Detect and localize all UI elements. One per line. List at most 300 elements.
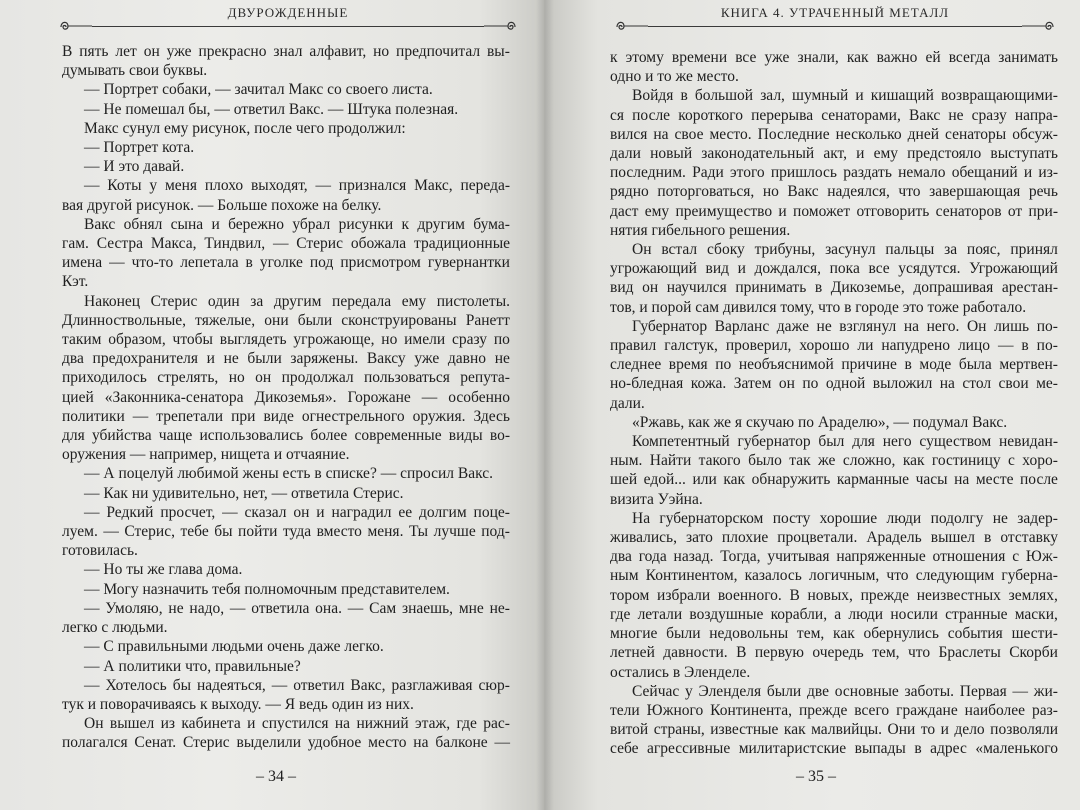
text-word: наиболее (964, 701, 1026, 719)
text-word: стрелять, (157, 369, 219, 387)
text-word: кабинета (181, 715, 241, 733)
text-word: меня (164, 177, 198, 195)
text-word: по (715, 356, 732, 374)
text-word: из- (1038, 164, 1058, 182)
text-word: люди (886, 509, 922, 527)
text-word: — (84, 177, 100, 195)
text-word: предохранителя (92, 350, 198, 368)
text-word: Стерис (296, 235, 343, 253)
text-word: ему (873, 145, 899, 163)
text-word: были (766, 682, 802, 700)
text-word: присмотром (340, 254, 421, 272)
text-word: выпады (854, 740, 906, 758)
text-word: многие (610, 625, 658, 643)
text-word: он (255, 369, 272, 387)
text-word: но (381, 331, 398, 349)
text-word: под- (481, 523, 510, 541)
text-word: давно (447, 350, 487, 368)
text-word: акт, (823, 145, 848, 163)
text-word: — (84, 503, 100, 521)
text-word: знаешь, (401, 599, 454, 617)
text-word: выделили (236, 734, 302, 752)
text-word: и (316, 503, 325, 521)
text-word: Варланс (714, 317, 770, 335)
text-word: Вакс, (350, 676, 386, 694)
text-word: этаж, (415, 715, 451, 733)
text-word: он (293, 503, 310, 521)
text-word: рисунки (338, 215, 394, 233)
text-word: свое (674, 125, 704, 143)
text-word: Вакс (908, 106, 941, 124)
text-word: трибуны, (754, 241, 816, 259)
text-word: пояс, (966, 241, 1001, 259)
text-word: зато (686, 529, 713, 547)
text-word: — (271, 676, 288, 694)
text-word: он (642, 279, 659, 297)
text-word: было (748, 452, 782, 470)
text-word: учитывая (767, 548, 830, 566)
text-word: Ранетт (465, 311, 510, 329)
right-page (544, 0, 1080, 810)
text-word: пока (829, 260, 860, 278)
text-word: переда- (460, 177, 510, 195)
text-word: Вакс (787, 183, 819, 201)
text-word: Эленделя (698, 682, 762, 700)
text-line (62, 349, 510, 368)
text-word: Браслеты (938, 644, 1001, 662)
text-word: этого (729, 164, 765, 182)
text-word: при (231, 407, 256, 425)
left-page-text (62, 42, 510, 753)
text-word: вы- (486, 43, 510, 60)
text-word: недовольны (709, 625, 789, 643)
text-word: невидан- (998, 433, 1058, 451)
text-line (610, 278, 1058, 297)
text-word: в (680, 87, 688, 105)
text-line (610, 701, 1058, 720)
text-word: же (818, 452, 836, 470)
text-word: уже (414, 350, 440, 368)
text-word: страны, (653, 721, 705, 739)
text-line: остались в Эленделе. (610, 663, 751, 681)
text-word: такого (698, 452, 741, 470)
text-word: Сенат. (134, 734, 177, 752)
text-word: она. (315, 599, 342, 617)
text-word: под (309, 254, 334, 272)
text-word: землях, (1008, 586, 1058, 604)
text-word: ему (401, 292, 427, 310)
text-word: несколько (835, 125, 902, 143)
text-word: дней (907, 125, 939, 143)
text-word: но (228, 369, 245, 387)
text-word: сенаторы (945, 125, 1007, 143)
text-word: в (1021, 337, 1029, 355)
right-page-text (610, 48, 1058, 759)
text-word: Сам (369, 599, 397, 617)
text-line (610, 643, 1058, 662)
text-word: на (903, 317, 920, 335)
text-line (62, 503, 510, 522)
text-line: одно и то же место. (610, 68, 739, 86)
text-word: убийства (91, 427, 152, 445)
text-word: где (610, 605, 631, 623)
text-word: сбоку (706, 241, 745, 259)
text-line (610, 586, 1058, 605)
text-word: витой (610, 721, 649, 739)
text-word: и (737, 260, 746, 278)
text-word: передала (332, 292, 392, 310)
text-word: он (778, 375, 795, 393)
text-word: и (247, 715, 256, 733)
text-word: обнаружить (751, 471, 831, 489)
text-word: сложно, (842, 452, 896, 470)
text-line (610, 355, 1058, 374)
text-word: кишащий (870, 87, 934, 105)
text-word: меня. (367, 523, 404, 541)
text-word: надеялся, (827, 183, 890, 201)
text-line (610, 528, 1058, 547)
text-word: себе (610, 740, 639, 758)
text-word: В (736, 644, 747, 662)
text-word: — (347, 599, 364, 617)
text-word: и (856, 145, 865, 163)
text-word: и (206, 350, 215, 368)
text-word: к (401, 215, 410, 233)
text-word: бума- (473, 215, 510, 233)
text-word: выглядеть (219, 331, 287, 349)
text-word: лицо (957, 337, 991, 355)
text-word: правил (610, 337, 657, 355)
text-word: не (494, 350, 510, 368)
left-page-number: – 34 – (256, 768, 296, 785)
text-word: засунул (825, 241, 876, 259)
text-word: лишь (994, 317, 1030, 335)
text-line (62, 388, 510, 407)
text-line: визита Уэйна. (610, 490, 703, 508)
left-running-head (58, 2, 518, 38)
text-line (62, 42, 510, 61)
text-word: отставку (1000, 529, 1058, 547)
text-word: зал, (760, 87, 785, 105)
text-word: малвийцы. (811, 721, 883, 739)
text-word: Скорби (1009, 644, 1058, 662)
text-word: отношения (932, 548, 1006, 566)
text-word: в (245, 254, 253, 272)
text-word: новых, (807, 586, 853, 604)
text-word: пистолеты. (436, 292, 510, 310)
text-word: признался (338, 177, 407, 195)
text-word: новый (650, 145, 693, 163)
text-word: сконструированы (341, 311, 457, 329)
text-line: тук и поворачиваясь к выходу. — Я ведь один из них. (62, 695, 414, 713)
right-running-head (614, 2, 1056, 38)
text-word: Континента, (710, 701, 793, 719)
text-word: Ты (408, 523, 429, 541)
text-word: обернулись (863, 625, 939, 643)
text-word: — (84, 676, 100, 694)
text-word: образом, (108, 331, 166, 349)
text-word: возвращающими- (941, 87, 1058, 105)
text-word: воздушные (689, 605, 764, 623)
text-word: Ради (692, 164, 724, 182)
text-word: задер- (1017, 509, 1058, 527)
text-word: Здесь (473, 407, 510, 425)
text-word: Юж- (1025, 548, 1058, 566)
text-word: моде (919, 356, 952, 374)
text-word: научился (666, 279, 727, 297)
text-line (62, 330, 510, 349)
text-line (610, 317, 1058, 336)
text-word: шести- (1011, 625, 1058, 643)
left-running-head-title: ДВУРОЖДЕННЫЕ (227, 5, 349, 20)
text-word: неизвестных (916, 586, 1001, 604)
text-word: В (62, 43, 73, 60)
text-line: — Не помешал бы, — ответил Вакс. — Штука полезная. (84, 100, 459, 118)
text-word: ся (610, 106, 625, 124)
text-word: выходят, (250, 177, 308, 195)
text-line (610, 624, 1058, 643)
text-word: бы (214, 523, 233, 541)
text-word: него (882, 433, 912, 451)
text-word: имели (404, 331, 446, 349)
text-word: прежде (860, 586, 910, 604)
text-word: ответил (293, 676, 345, 694)
text-word: события (947, 625, 1003, 643)
text-word: и (855, 87, 864, 105)
text-word: место. (709, 125, 752, 143)
text-word: «маленького (975, 740, 1058, 758)
text-word: виды (448, 427, 483, 445)
text-word: следнее (610, 356, 662, 374)
text-word: после (1020, 471, 1058, 489)
text-word: раз- (1031, 701, 1058, 719)
text-word: как (833, 625, 855, 643)
text-word: сына (170, 215, 204, 233)
text-word: ме- (1036, 375, 1058, 393)
text-word: за (944, 241, 958, 259)
text-word: долгим (419, 503, 467, 521)
text-word: короткого (678, 106, 743, 124)
text-word: Длинноствольные, (62, 311, 187, 329)
text-word: живались, (610, 529, 677, 547)
text-word: с (1008, 452, 1015, 470)
text-word: один (207, 292, 240, 310)
text-word: — (109, 254, 125, 272)
text-word: летали (637, 605, 683, 623)
text-line (610, 682, 1058, 701)
text-word: как (723, 471, 746, 489)
text-word: лет (115, 43, 137, 60)
text-line: — А политики что, правильные? (84, 657, 301, 675)
right-running-head-title: КНИГА 4. УТРАЧЕННЫЙ МЕТАЛЛ (720, 5, 950, 20)
text-line (610, 374, 1058, 393)
text-word: Сейчас (632, 682, 680, 700)
text-word: — (315, 177, 331, 195)
text-word: свои (998, 375, 1029, 393)
text-word: два (610, 548, 632, 566)
text-word: сразу (451, 331, 488, 349)
text-line (62, 714, 510, 733)
text-line (610, 240, 1058, 259)
text-word: стол (962, 375, 992, 393)
text-word: напряженные (836, 548, 926, 566)
text-word: тяжелые, (195, 311, 256, 329)
text-word: все (735, 49, 757, 66)
text-word: Сестра (96, 235, 144, 253)
text-line (62, 522, 510, 541)
text-word: На (632, 509, 651, 527)
text-word: Стерис, (124, 523, 175, 541)
text-word: сюр- (478, 676, 510, 694)
text-word: — (494, 734, 510, 752)
text-word: оружия. (412, 407, 466, 425)
text-word: сказал (244, 503, 287, 521)
text-word: как (846, 49, 869, 66)
text-word: чтобы (172, 331, 213, 349)
text-word: не- (489, 599, 510, 617)
text-word: и (1023, 164, 1033, 182)
text-line (610, 566, 1058, 585)
text-word: следующим (915, 567, 995, 585)
text-word: носили (890, 605, 938, 623)
right-head-rule (648, 26, 1022, 27)
text-word: даже (776, 317, 809, 335)
text-word: туда (282, 523, 312, 541)
text-word: плохие (721, 529, 769, 547)
text-word: уже (764, 49, 790, 66)
text-word: прежде (798, 701, 848, 719)
text-word: существом (919, 433, 992, 451)
text-word: кожа. (690, 375, 727, 393)
text-word: у (149, 177, 158, 195)
text-word: то (920, 721, 936, 739)
text-word: хорошие (819, 509, 878, 527)
text-word: ее (398, 503, 413, 521)
text-word: рас- (483, 715, 510, 733)
text-word: первую (754, 644, 804, 662)
text-word: лепетала (180, 254, 239, 272)
text-word: разглаживая (391, 676, 473, 694)
text-word: он (143, 43, 160, 60)
text-line: вая другой рисунок. — Больше похоже на белку. (62, 196, 382, 214)
text-word: — (222, 503, 238, 521)
text-word: дело (954, 721, 985, 739)
text-word: — (421, 388, 438, 406)
text-line: Кэт. (62, 273, 89, 291)
text-word: допрашивая (913, 279, 994, 297)
text-word: хоро- (1022, 452, 1058, 470)
text-word: корабли, (770, 605, 828, 623)
text-word: использовались (199, 427, 304, 445)
text-word: или (692, 471, 717, 489)
text-word: знали, (797, 49, 839, 66)
text-word: в (914, 740, 922, 758)
text-line: легко с людьми. (62, 619, 168, 637)
left-head-rule (92, 26, 484, 27)
text-word: виде (263, 407, 294, 425)
text-word: при- (1028, 202, 1058, 220)
text-word: обнял (123, 215, 163, 233)
text-word: — (272, 235, 289, 253)
text-word: из (160, 715, 175, 733)
text-word: Горожане (347, 388, 411, 406)
text-word: таким (62, 331, 102, 349)
text-word: года (638, 548, 667, 566)
text-word: военного. (717, 586, 782, 604)
text-word: Хотелось (105, 676, 167, 694)
text-word: летней (610, 644, 655, 662)
text-line (610, 509, 1058, 528)
text-word: тем, (796, 625, 825, 643)
text-word: основные (834, 682, 899, 700)
text-line (610, 470, 1058, 489)
text-word: Затем (733, 375, 772, 393)
text-word: не (948, 106, 964, 124)
text-word: что (898, 183, 921, 201)
text-word: по- (1036, 337, 1058, 355)
text-word: был (818, 433, 845, 451)
text-word: даст (610, 202, 639, 220)
text-line: — Портрет кота. (84, 139, 195, 157)
text-word: посту (772, 509, 811, 527)
text-word: убрал (292, 215, 331, 233)
text-word: все (868, 260, 890, 278)
text-word: с (1012, 548, 1020, 566)
text-word: не (168, 599, 184, 617)
text-word: раздать (843, 164, 892, 182)
text-line: готовилась. (62, 542, 138, 560)
text-word: него. (926, 317, 960, 335)
text-line: нятия гибельного решения. (610, 221, 791, 239)
text-word: на (939, 375, 955, 393)
text-line (610, 144, 1058, 163)
text-line (62, 426, 510, 445)
text-word: и (778, 202, 787, 220)
text-word: во- (489, 427, 510, 445)
text-word: чаще (158, 427, 193, 445)
text-word: на (653, 125, 669, 143)
text-word: вышел (930, 529, 976, 547)
text-line: думывать свои буквы. (62, 62, 208, 80)
text-word: гостиницу (931, 452, 1001, 470)
text-word: немало (898, 164, 946, 182)
text-word: напудрено (881, 337, 950, 355)
text-line (610, 48, 1058, 67)
text-line (610, 163, 1058, 182)
text-word: надеяться, (196, 676, 266, 694)
text-word: времени (671, 49, 728, 66)
text-word: Тогда, (720, 548, 761, 566)
text-word: тели (610, 701, 640, 719)
text-word: алфавит, (309, 43, 367, 60)
text-line: — Как ни удивительно, нет, — ответила Стерис. (84, 484, 404, 502)
text-word: очередь (812, 644, 864, 662)
text-word: вышел (109, 715, 155, 733)
text-word: время (668, 356, 708, 374)
text-word: на (954, 471, 970, 489)
text-word: плохо (204, 177, 244, 195)
text-word: за (250, 292, 264, 310)
text-word: ему (644, 202, 670, 220)
text-word: тебе (180, 523, 209, 541)
text-word: выложил (872, 375, 933, 393)
text-word: речь (1028, 183, 1058, 201)
text-word: что (907, 644, 931, 662)
text-word: Угрожающий (969, 260, 1058, 278)
text-word: и (211, 215, 220, 233)
text-line: — А поцелуй любимой жены есть в списке? — спросил Вакс. (84, 465, 494, 483)
text-word: Тиндвил, (204, 235, 266, 253)
